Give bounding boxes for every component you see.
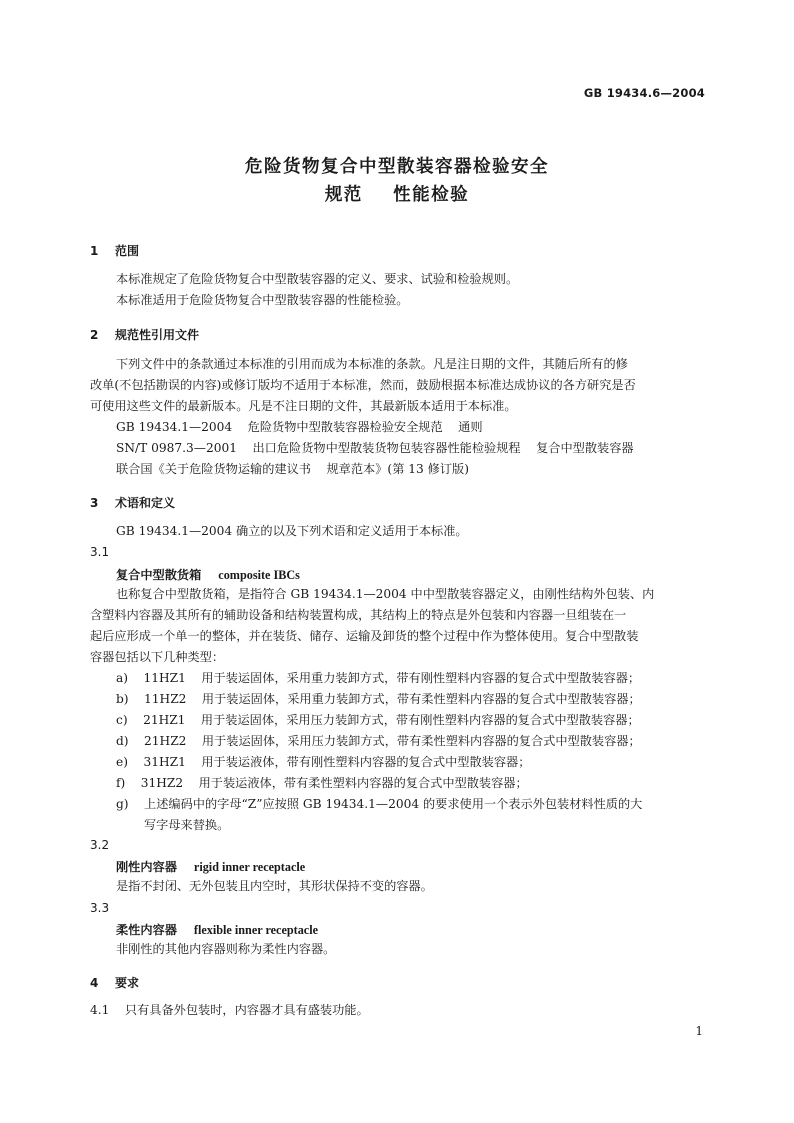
term-3-1-definition-line-4: 容器包括以下几种类型： xyxy=(90,650,225,664)
document-title-line-1: 危险货物复合中型散装容器检验安全 xyxy=(245,157,549,177)
ibc-type-item-e: e) 31HZ1 用于装运液体，带有刚性塑料内容器的复合式中型散装容器； xyxy=(116,755,531,769)
section-3-heading: 3 术语和定义 xyxy=(90,496,176,510)
ibc-type-item-d: d) 21HZ2 用于装运固体，采用压力装卸方式，带有柔性塑料内容器的复合式中型散装容器； xyxy=(116,734,641,748)
section-2-heading: 2 规范性引用文件 xyxy=(90,328,200,342)
section-4-heading: 4 要求 xyxy=(90,976,140,990)
term-3-3-chinese: 柔性内容器 xyxy=(116,923,177,937)
section-1-paragraph-2: 本标准适用于危险货物复合中型散装容器的性能检验。 xyxy=(116,293,409,307)
section-3-intro: GB 19434.1—2004 确立的以及下列术语和定义适用于本标准。 xyxy=(116,524,468,538)
clause-3-3-number: 3.3 xyxy=(90,901,110,915)
term-3-2-english: rigid inner receptacle xyxy=(193,860,306,874)
section-2-paragraph-line-3: 可使用这些文件的最新版本。凡是不注日期的文件，其最新版本适用于本标准。 xyxy=(90,399,517,413)
ibc-type-item-a: a) 11HZ1 用于装运固体，采用重力装卸方式，带有刚性塑料内容器的复合式中型散装容器； xyxy=(116,671,641,685)
clause-3-2-number: 3.2 xyxy=(90,838,110,852)
normative-reference-1: GB 19434.1—2004 危险货物中型散装容器检验安全规范 通则 xyxy=(116,420,483,434)
section-1-heading: 1 范围 xyxy=(90,244,140,258)
term-3-2-chinese: 刚性内容器 xyxy=(116,860,177,874)
term-3-2-definition: 是指不封闭、无外包装且内空时，其形状保持不变的容器。 xyxy=(116,879,433,893)
term-3-3-definition: 非刚性的其他内容器则称为柔性内容器。 xyxy=(116,942,336,956)
term-3-1-definition-line-1: 也称复合中型散货箱，是指符合 GB 19434.1—2004 中中型散装容器定义，由刚性结构外包装、内 xyxy=(116,587,655,601)
clause-3-1-number: 3.1 xyxy=(90,545,110,559)
term-3-3-english: flexible inner receptacle xyxy=(193,923,319,937)
document-title-line-2: 规范 性能检验 xyxy=(324,185,470,205)
ibc-type-item-g-continuation: 写字母来替换。 xyxy=(144,818,230,832)
normative-reference-2: SN/T 0987.3—2001 出口危险货物中型散装货物包装容器性能检验规程 复合中型散装容器 xyxy=(116,441,634,455)
section-1-paragraph-1: 本标准规定了危险货物复合中型散装容器的定义、要求、试验和检验规则。 xyxy=(116,272,519,286)
term-3-1-definition-line-3: 起后应形成一个单一的整体，并在装货、储存、运输及卸货的整个过程中作为整体使用。复合中型散装 xyxy=(90,629,639,643)
term-3-1-chinese: 复合中型散货箱 xyxy=(116,568,202,582)
term-3-3 xyxy=(116,921,318,938)
document-number: GB 19434.6—2004 xyxy=(583,86,705,100)
term-3-1-definition-line-2: 含塑料内容器及其所有的辅助设备和结构装置构成，其结构上的特点是外包装和内容器一旦组装在一 xyxy=(90,608,627,622)
page-number: 1 xyxy=(695,1024,703,1038)
ibc-type-item-b: b) 11HZ2 用于装运固体，采用重力装卸方式，带有柔性塑料内容器的复合式中型散装容器； xyxy=(116,692,641,706)
ibc-type-item-c: c) 21HZ1 用于装运固体，采用压力装卸方式，带有刚性塑料内容器的复合式中型散装容器； xyxy=(116,713,640,727)
ibc-type-item-f: f) 31HZ2 用于装运液体，带有柔性塑料内容器的复合式中型散装容器； xyxy=(116,776,528,790)
section-2-paragraph-line-1: 下列文件中的条款通过本标准的引用而成为本标准的条款。凡是注日期的文件，其随后所有的修 xyxy=(116,357,628,371)
term-3-1-english: composite IBCs xyxy=(218,568,300,582)
section-2-paragraph-line-2: 改单(不包括勘误的内容)或修订版均不适用于本标准，然而，鼓励根据本标准达成协议的各方研究是否 xyxy=(90,378,636,392)
ibc-type-item-g: g) 上述编码中的字母“Z”应按照 GB 19434.1—2004 的要求使用一个表示外包装材料性质的大 xyxy=(116,797,643,811)
clause-4-1: 4.1 只有具备外包装时，内容器才具有盛装功能。 xyxy=(90,1003,369,1017)
term-3-1 xyxy=(116,566,300,583)
term-3-2 xyxy=(116,858,305,875)
normative-reference-3: 联合国《关于危险货物运输的建议书 规章范本》(第 13 修订版) xyxy=(116,462,469,476)
